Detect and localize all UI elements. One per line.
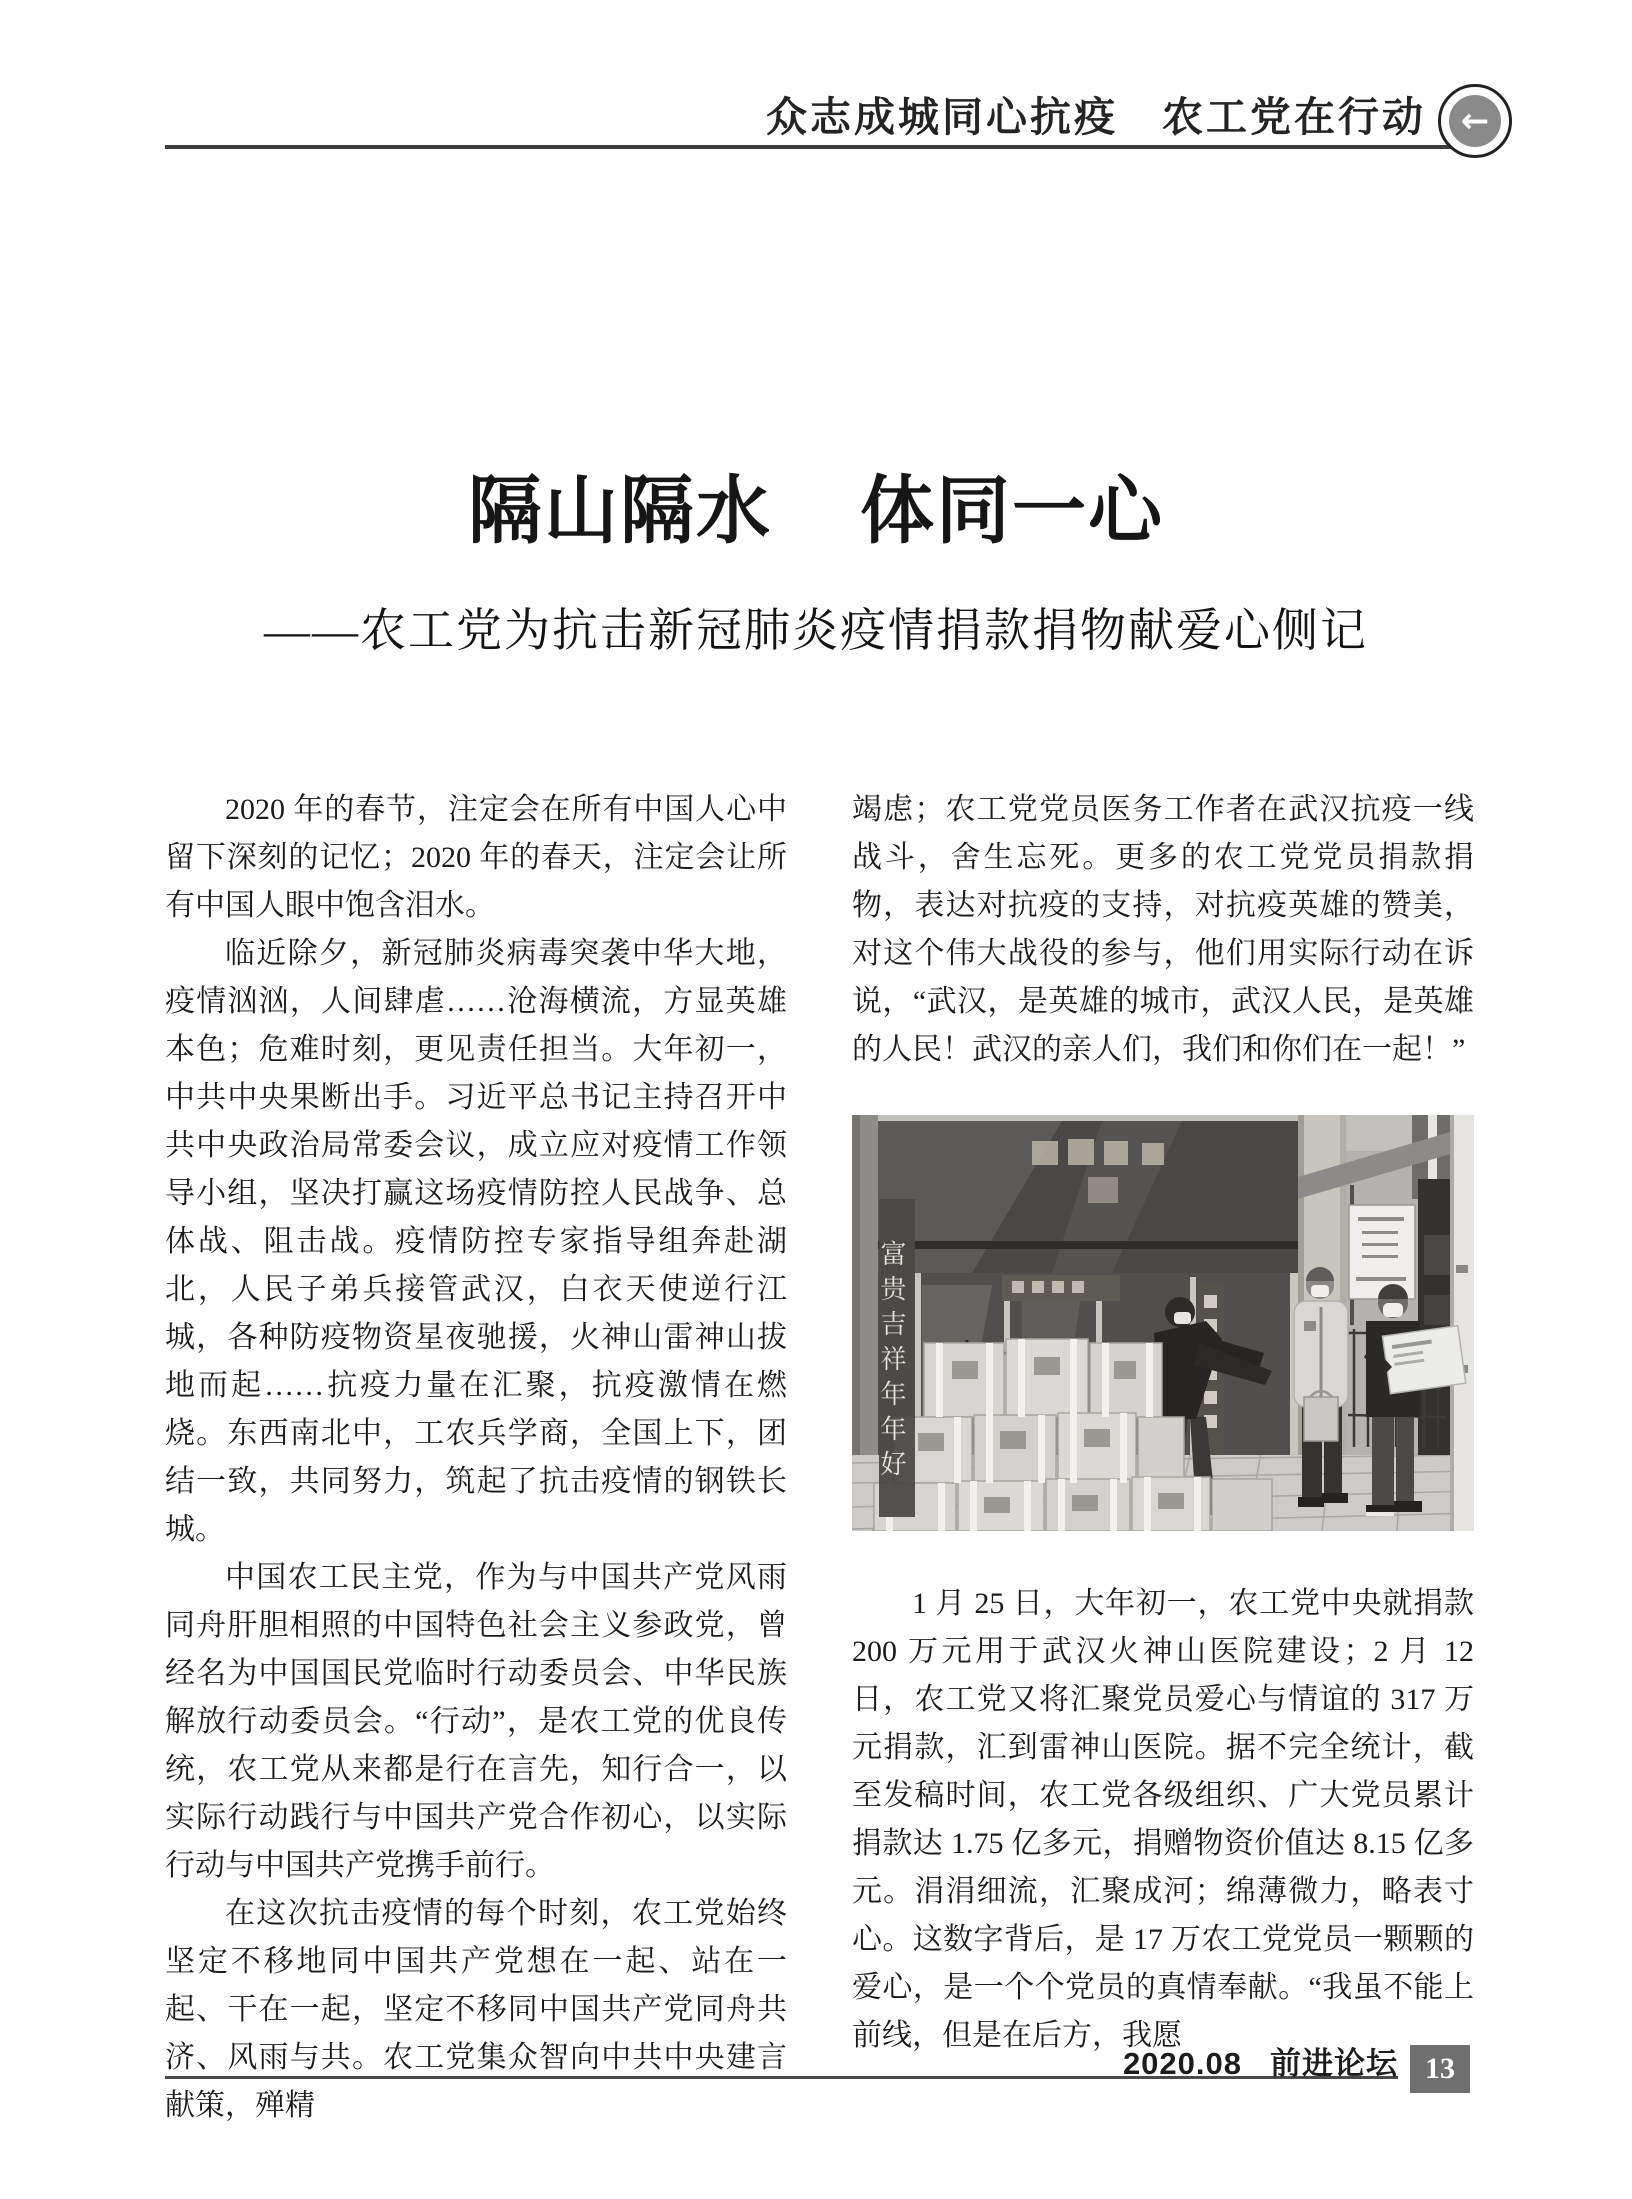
- body-paragraph: 2020 年的春节，注定会在所有中国人心中留下深刻的记忆；2020 年的春天，注定会让所有中国人眼中饱含泪水。: [165, 793, 787, 922]
- page-number-badge: 13: [1410, 2045, 1470, 2093]
- footer-journal-name: 前进论坛: [1270, 2046, 1398, 2081]
- article-title-part1: 隔山隔水: [468, 469, 772, 552]
- footer-issue: 2020.08: [1122, 2046, 1242, 2081]
- article-title: [0, 452, 1632, 558]
- donation-photo: [852, 1115, 1474, 1531]
- footer-text: [1123, 2038, 1398, 2083]
- article-subtitle: ——农工党为抗击新冠肺炎疫情捐款捐物献爱心侧记: [264, 605, 1368, 656]
- body-paragraph: 临近除夕，新冠肺炎病毒突袭中华大地，疫情汹汹，人间肆虐……沧海横流，方显英雄本色；危难时刻，更见责任担当。大年初一，中共中央果断出手。习近平总书记主持召开中共中央政治局常委会议，成立应对疫情工作领导小组，坚决打赢这场疫情防控人民战争、总体战、阻击战。疫情防控专家指导组奔赴湖北，人民子弟兵接管武汉，白衣天使逆行江城，各种防疫物资星夜驰援，火神山雷神山拔地而起……抗疫力量在汇聚，抗疫激情在燃烧。东西南北中，工农兵学商，全国上下，团结一致，共同努力，筑起了抗击疫情的钢铁长城。: [165, 937, 787, 1546]
- donation-photo-illustration: [852, 1115, 1474, 1531]
- right-column: [852, 786, 1474, 2060]
- article-title-part2: 体同一心: [860, 469, 1164, 552]
- body-paragraph: 1 月 25 日，大年初一，农工党中央就捐款 200 万元用于武汉火神山医院建设；2 月 12 日，农工党又将汇聚党员爱心与情谊的 317 万元捐款，汇到雷神山医院。据不完全统计，截至发稿时间，农工党各级组织、广大党员累计捐款达 1.75 亿多元，捐赠物资价值达 8.15 亿多元。涓涓细流，汇聚成河；绵薄微力，略表寸心。这数字背后，是 17 万农工党党员一颗颗的爱心，是一个个党员的真情奉献。“我虽不能上前线，但是在后方，我愿: [852, 1587, 1474, 2052]
- header-rule: [165, 145, 1465, 149]
- body-paragraph: 在这次抗击疫情的每个时刻，农工党始终坚定不移地同中国共产党想在一起、站在一起、干在一起，坚定不移同中国共产党同舟共济、风雨与共。农工党集众智向中共中央建言献策，殚精: [165, 1897, 787, 2122]
- header-slogan: 众志成城同心抗疫 农工党在行动: [766, 94, 1426, 140]
- left-arrow-glyph: ←: [1449, 95, 1501, 147]
- photo-couplet-banner: 富贵吉祥年年好: [879, 1199, 915, 1517]
- back-arrow-icon: [1438, 84, 1512, 158]
- body-paragraph: 竭虑；农工党党员医务工作者在武汉抗疫一线战斗，舍生忘死。更多的农工党党员捐款捐物，表达对抗疫的支持，对抗疫英雄的赞美，对这个伟大战役的参与，他们用实际行动在诉说，“武汉，是英雄的城市，武汉人民，是英雄的人民！武汉的亲人们，我们和你们在一起！”: [852, 793, 1474, 1066]
- body-paragraph: 中国农工民主党，作为与中国共产党风雨同舟肝胆相照的中国特色社会主义参政党，曾经名为中国国民党临时行动委员会、中华民族解放行动委员会。“行动”，是农工党的优良传统，农工党从来都是行在言先，知行合一，以实际行动践行与中国共产党合作初心，以实际行动与中国共产党携手前行。: [165, 1561, 787, 1882]
- left-column: [165, 786, 787, 2130]
